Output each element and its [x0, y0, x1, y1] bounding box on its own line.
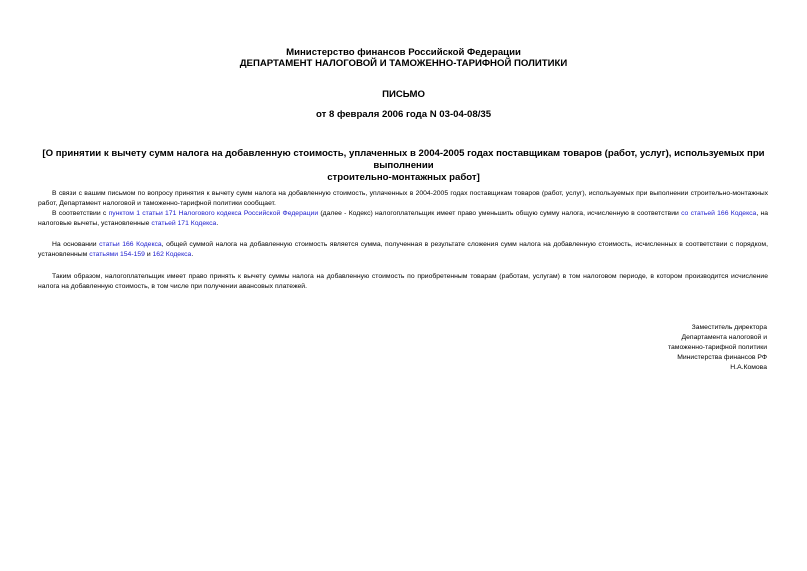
paragraph-2-text-3: , на налоговые вычеты, установленные: [38, 210, 769, 227]
link-article-166[interactable]: со статьей 166 Кодекса: [681, 210, 757, 217]
paragraph-3-text-1: На основании: [52, 241, 100, 248]
department-name: ДЕПАРТАМЕНТ НАЛОГОВОЙ И ТАМОЖЕННО-ТАРИФНОЙ ПОЛИТИКИ: [239, 58, 568, 69]
document-title: [36, 148, 771, 184]
paragraph-2-text-4: .: [216, 220, 219, 227]
signature-line-3: таможенно-тарифной политики: [667, 344, 767, 351]
paragraph-3-text-2: , общей суммой налога на добавленную стоимость является сумма, полученная в результате сложения сумм налога на добавленную стоимость, исчисленных в соответствии с порядком, установленным: [38, 241, 768, 258]
paragraph-3: [38, 240, 768, 260]
link-articles-154-159[interactable]: статьями 154-159: [89, 251, 145, 258]
link-article-166-basis[interactable]: статьи 166 Кодекса: [99, 241, 162, 248]
signature-line-1: Заместитель директора: [691, 324, 767, 331]
link-article-171[interactable]: статьей 171 Кодекса: [151, 220, 217, 227]
signature-line-4: Министерства финансов РФ: [677, 354, 767, 361]
signature-line-2: Департамента налоговой и: [681, 334, 767, 341]
link-article-162[interactable]: 162 Кодекса: [152, 251, 192, 258]
document-title-line-2: строительно-монтажных работ]: [327, 172, 480, 183]
paragraph-4: Таким образом, налогоплательщик имеет право принять к вычету суммы налога на добавленную стоимость по приобретенным товарам (работам, услугам) в том налоговом периоде, в котором производится исчисление налога на добавленную стоимость, в том числе при получении авансовых платежей.: [38, 273, 768, 290]
paragraph-3-text-4: .: [191, 251, 194, 258]
document-date-number: от 8 февраля 2006 года N 03-04-08/35: [315, 109, 492, 120]
document-title-line-1: [О принятии к вычету сумм налога на добавленную стоимость, уплаченных в 2004-2005 годах поставщикам товаров (работ, услуг), используемых при выполнении: [42, 148, 765, 171]
paragraph-2-text-2: (далее - Кодекс) налогоплательщик имеет право уменьшить общую сумму налога, исчисленную в соответствии: [318, 210, 682, 217]
paragraph-intro: [38, 189, 768, 229]
link-article-171-point-1[interactable]: пунктом 1 статьи 171 Налогового кодекса Российской Федерации: [108, 210, 319, 217]
signature-name: Н.А.Комова: [730, 364, 767, 371]
paragraph-3-text-3: и: [144, 251, 153, 258]
ministry-name: Министерство финансов Российской Федерации: [286, 47, 521, 58]
paragraph-2-text-1: В соответствии с: [52, 210, 109, 217]
paragraph-2: [38, 209, 768, 229]
signature-block: [668, 323, 767, 373]
document-type: ПИСЬМО: [382, 89, 425, 100]
paragraph-1: В связи с вашим письмом по вопросу принятия к вычету сумм налога на добавленную стоимость, уплаченных в 2004-2005 годах поставщикам товаров (работ, услуг), используемых при выполнении строительно-монтажных работ, Департамент налоговой и таможенно-тарифной политики сообщает.: [38, 190, 768, 207]
